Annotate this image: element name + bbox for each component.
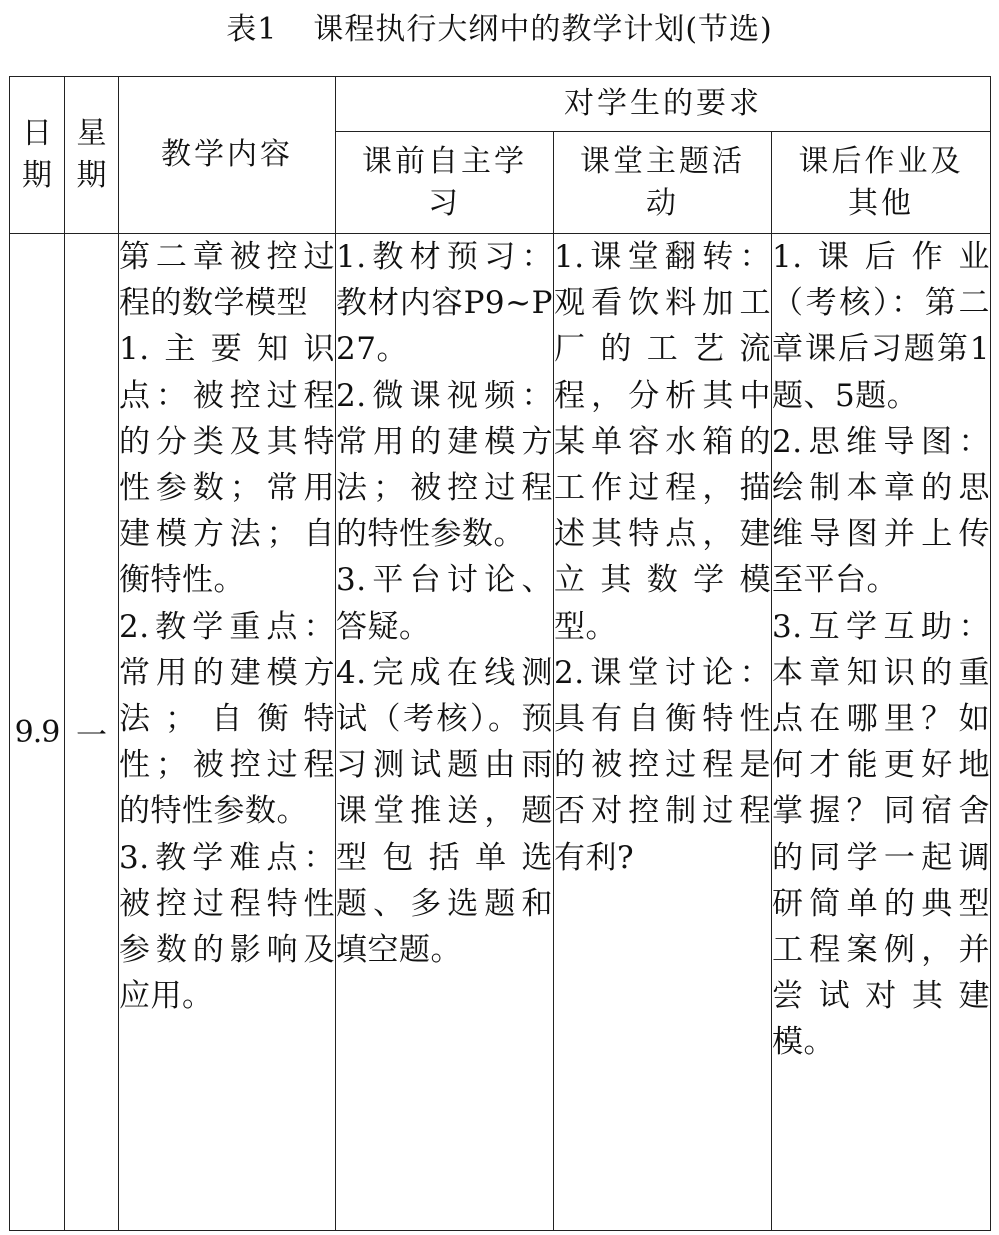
- in-class-paragraph: 1.课堂翻转：观看饮料加工厂的工艺流程，分析其中某单容水箱的工作过程，描述其特点，建立其数学模型。: [554, 239, 771, 645]
- pre-class-paragraph: 3.平台讨论、答疑。: [336, 562, 553, 645]
- teaching-plan-table: [9, 76, 991, 1231]
- pre-class-paragraph: 1.教材预习：教材内容P9~P27。: [336, 239, 553, 368]
- after-class-paragraph: 3.互学互助：本章知识的重点在哪里？如何才能更好地掌握？同宿舍的同学一起调研简单的典型工程案例，并尝试对其建模。: [772, 608, 991, 1061]
- after-class-paragraph: 2.思维导图：绘制本章的思维导图并上传至平台。: [772, 423, 991, 599]
- row-in-class: [554, 234, 772, 1231]
- table-caption: [0, 10, 999, 50]
- header-date: 日期: [10, 77, 65, 234]
- row-content: [119, 234, 336, 1231]
- pre-class-paragraph: 4.完成在线测试（考核）。预习测试题由雨课堂推送，题型包括单选题、多选题和填空题。: [336, 654, 553, 969]
- in-class-paragraph: 2.课堂讨论：具有自衡特性的被控过程是否对控制过程有利?: [554, 654, 771, 876]
- header-pre-class: 课前自主学习: [336, 132, 554, 234]
- content-paragraph: 1.主要知识点：被控过程的分类及其特性参数；常用建模方法；自衡特性。: [119, 331, 335, 599]
- row-date: 9.9: [10, 234, 65, 1231]
- header-after-class: 课后作业及其他: [772, 132, 991, 234]
- content-paragraph: 2.教学重点：常用的建模方法；自衡特性；被控过程的特性参数。: [119, 608, 335, 830]
- header-in-class: 课堂主题活动: [554, 132, 772, 234]
- header-weekday: 星期: [65, 77, 119, 234]
- caption-label: 表1: [226, 12, 278, 47]
- header-requirements: 对学生的要求: [336, 77, 991, 132]
- content-paragraph: 3.教学难点：被控过程特性参数的影响及应用。: [119, 839, 335, 1015]
- caption-title: 课程执行大纲中的教学计划(节选): [313, 12, 773, 47]
- row-weekday: 一: [65, 234, 119, 1231]
- row-after-class: [772, 234, 991, 1231]
- header-content: 教学内容: [119, 77, 336, 234]
- pre-class-paragraph: 2.微课视频：常用的建模方法；被控过程的特性参数。: [336, 377, 553, 553]
- after-class-paragraph: 1.课后作业（考核）：第二章课后习题第1题、5题。: [772, 239, 991, 414]
- content-paragraph: 第二章被控过程的数学模型: [119, 239, 335, 322]
- row-pre-class: [336, 234, 554, 1231]
